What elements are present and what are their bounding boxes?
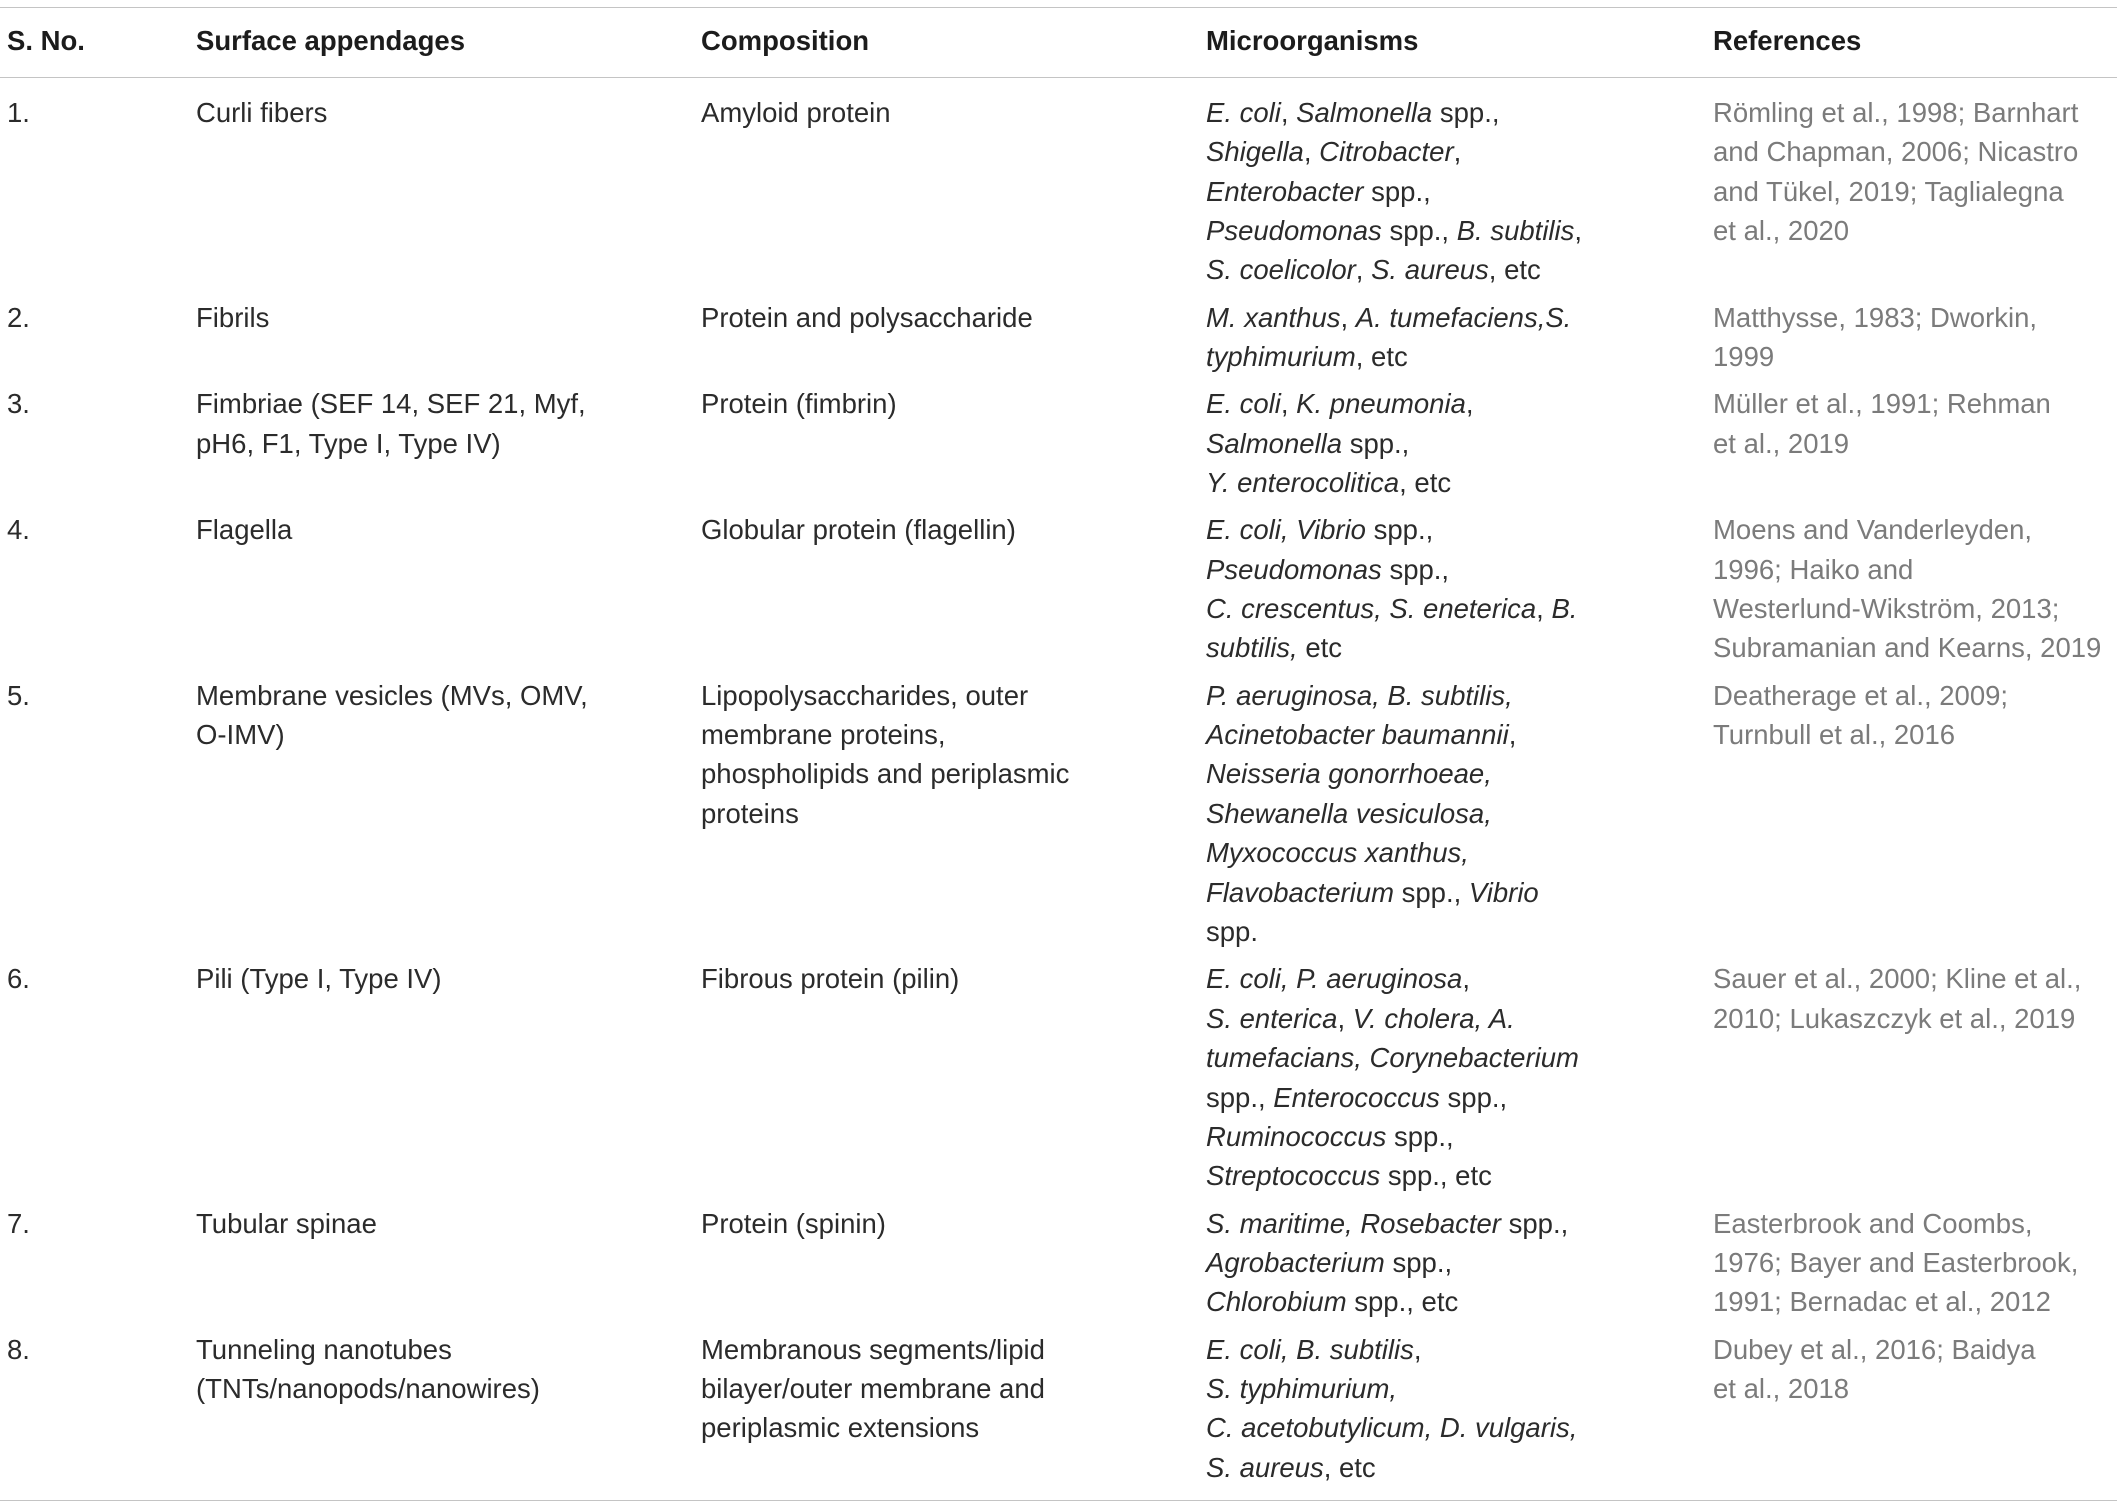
microorganisms-line	[1206, 754, 1713, 793]
organism-name: Enterococcus	[1273, 1081, 1440, 1113]
composition-line: Globular protein (flagellin)	[701, 514, 1016, 546]
organism-name: Y. enterocolitica	[1206, 467, 1400, 498]
composition-line: periplasmic extensions	[701, 1412, 980, 1444]
organism-name: Salmonella	[1206, 427, 1343, 459]
organism-text: ,	[1340, 301, 1356, 333]
organism-name: P. aeruginosa, B. subtilis,	[1206, 679, 1513, 711]
organism-name: E. coli, B. subtilis	[1206, 1333, 1414, 1365]
organism-name: Chlorobium	[1206, 1286, 1347, 1318]
row-number: 7.	[7, 1207, 30, 1239]
organism-text: spp.,	[1386, 1120, 1454, 1152]
microorganisms-line	[1206, 628, 1713, 667]
organism-name: Pseudomonas	[1206, 553, 1382, 585]
row-number: 8.	[7, 1333, 30, 1365]
organism-text: ,	[1337, 1002, 1353, 1034]
reference-line[interactable]: Sauer et al., 2000; Kline et al.,	[1713, 963, 2082, 995]
microorganisms-line	[1206, 1408, 1713, 1447]
cell-microorganisms	[1206, 955, 1713, 1199]
cell-references	[1713, 1200, 2117, 1326]
organism-text: spp.	[1206, 916, 1258, 948]
reference-line[interactable]: 2010; Lukaszczyk et al., 2019	[1713, 1002, 2076, 1034]
row-number: 6.	[7, 963, 30, 995]
organism-name: Agrobacterium	[1206, 1246, 1385, 1278]
microorganisms-line	[1206, 873, 1713, 912]
reference-line[interactable]: et al., 2019	[1713, 427, 1850, 459]
organism-text: , etc	[1399, 467, 1452, 498]
cell-composition	[701, 955, 1206, 1199]
table-body	[0, 78, 2117, 1500]
microorganisms-line	[1206, 424, 1713, 463]
cell-surface-appendage	[196, 1200, 701, 1326]
organism-name: S. typhimurium,	[1206, 1373, 1398, 1404]
composition-line: proteins	[701, 797, 799, 829]
cell-surface-appendage	[196, 955, 701, 1199]
organism-name: Vibrio	[1468, 876, 1539, 908]
organism-name: Myxococcus xanthus,	[1206, 837, 1469, 869]
microorganisms-line	[1206, 463, 1713, 502]
organism-text: spp.,	[1363, 175, 1431, 207]
reference-line[interactable]: 1999	[1713, 340, 1775, 372]
surface-appendages-table	[0, 7, 2117, 1501]
reference-line[interactable]: Matthysse, 1983; Dworkin,	[1713, 301, 2038, 333]
microorganisms-line	[1206, 1038, 1713, 1077]
composition-line: Protein (spinin)	[701, 1207, 886, 1239]
microorganisms-line	[1206, 298, 1713, 337]
organism-name: Citrobacter	[1319, 136, 1454, 168]
row-number: 2.	[7, 301, 30, 333]
cell-references	[1713, 955, 2117, 1199]
organism-name: C. acetobutylicum, D. vulgaris,	[1206, 1412, 1578, 1444]
organism-text: etc	[1297, 632, 1343, 664]
composition-line: Lipopolysaccharides, outer	[701, 679, 1029, 711]
cell-sno	[0, 955, 196, 1199]
organism-text: ,	[1355, 254, 1372, 286]
reference-line[interactable]: and Chapman, 2006; Nicastro	[1713, 136, 2079, 168]
organism-text: , etc	[1488, 254, 1541, 286]
organism-name: Acinetobacter baumannii	[1206, 719, 1509, 751]
cell-surface-appendage	[196, 672, 701, 956]
cell-sno	[0, 1326, 196, 1501]
organism-name: B. subtilis	[1456, 214, 1575, 246]
header-sno: S. No.	[0, 8, 196, 78]
organism-name: Pseudomonas	[1206, 214, 1382, 246]
composition-line: Amyloid protein	[701, 96, 891, 128]
table-row	[0, 1326, 2117, 1501]
cell-microorganisms	[1206, 506, 1713, 671]
organism-text: ,	[1536, 593, 1552, 625]
organism-name: S. coelicolor	[1206, 254, 1356, 286]
row-number: 5.	[7, 679, 30, 711]
cell-sno	[0, 506, 196, 671]
cell-microorganisms	[1206, 380, 1713, 506]
composition-line: Fibrous protein (pilin)	[701, 963, 960, 995]
table-row	[0, 78, 2117, 294]
microorganisms-line	[1206, 1156, 1713, 1195]
appendage-line: Pili (Type I, Type IV)	[196, 963, 442, 995]
organism-text: ,	[1574, 214, 1583, 246]
reference-line[interactable]: Müller et al., 1991; Rehman	[1713, 388, 2051, 420]
cell-composition	[701, 1200, 1206, 1326]
composition-line: membrane proteins,	[701, 719, 946, 751]
organism-text: spp.,	[1500, 1207, 1569, 1239]
microorganisms-line	[1206, 250, 1713, 289]
table-row	[0, 955, 2117, 1199]
organism-name: B.	[1551, 593, 1578, 625]
organism-name: Ruminococcus	[1206, 1120, 1387, 1152]
organism-name: V. cholera, A.	[1352, 1002, 1515, 1034]
appendage-line: Membrane vesicles (MVs, OMV,	[196, 679, 588, 711]
organism-text: ,	[1413, 1333, 1422, 1365]
table-row	[0, 380, 2117, 506]
appendage-line: Flagella	[196, 514, 293, 546]
organism-text: spp.,	[1342, 427, 1410, 459]
organism-name: Salmonella	[1296, 96, 1433, 128]
organism-text: ,	[1303, 136, 1320, 168]
header-surface-appendages: Surface appendages	[196, 8, 701, 78]
row-number: 4.	[7, 514, 30, 546]
organism-name: tumefacians, Corynebacterium	[1206, 1042, 1579, 1074]
table-row	[0, 506, 2117, 671]
reference-line[interactable]: Subramanian and Kearns, 2019	[1713, 632, 2102, 664]
organism-text: , etc	[1323, 1451, 1376, 1483]
cell-microorganisms	[1206, 1200, 1713, 1326]
table-row	[0, 672, 2117, 956]
organism-text: spp.,	[1394, 876, 1469, 908]
organism-text: ,	[1280, 388, 1297, 420]
cell-microorganisms	[1206, 78, 1713, 294]
composition-line: phospholipids and periplasmic	[701, 758, 1070, 790]
composition-line: Protein and polysaccharide	[701, 301, 1033, 333]
organism-name: A. tumefaciens,S.	[1355, 301, 1572, 333]
table-header	[0, 8, 2117, 78]
reference-line[interactable]: et al., 2018	[1713, 1373, 1850, 1404]
organism-text: spp., etc	[1346, 1286, 1459, 1318]
organism-name: Shewanella vesiculosa,	[1206, 797, 1492, 829]
reference-line[interactable]: Westerlund-Wikström, 2013;	[1713, 593, 2060, 625]
reference-line[interactable]: Deatherage et al., 2009;	[1713, 679, 2009, 711]
cell-references	[1713, 1326, 2117, 1501]
reference-line[interactable]: 1996; Haiko and	[1713, 553, 1914, 585]
header-references: References	[1713, 8, 2117, 78]
organism-text: spp.,	[1384, 1246, 1453, 1278]
microorganisms-line	[1206, 1117, 1713, 1156]
table-row	[0, 1200, 2117, 1326]
microorganisms-line	[1206, 1204, 1713, 1243]
microorganisms-line	[1206, 93, 1713, 132]
composition-line: Protein (fimbrin)	[701, 388, 897, 420]
reference-line[interactable]: Turnbull et al., 2016	[1713, 719, 1956, 751]
cell-sno	[0, 1200, 196, 1326]
organism-name: C. crescentus, S. eneterica	[1206, 593, 1537, 625]
cell-microorganisms	[1206, 672, 1713, 956]
reference-line[interactable]: and Tükel, 2019; Taglialegna	[1713, 175, 2064, 207]
microorganisms-line	[1206, 999, 1713, 1038]
organism-name: Shigella	[1206, 136, 1304, 168]
row-number: 1.	[7, 96, 30, 128]
microorganisms-line	[1206, 959, 1713, 998]
microorganisms-line	[1206, 1369, 1713, 1408]
microorganisms-line	[1206, 337, 1713, 376]
organism-name: subtilis,	[1206, 632, 1298, 664]
organism-text: ,	[1465, 388, 1474, 420]
cell-composition	[701, 78, 1206, 294]
organism-text: , etc	[1355, 340, 1408, 372]
cell-references	[1713, 294, 2117, 381]
organism-name: S. aureus	[1206, 1451, 1324, 1483]
organism-name: M. xanthus	[1206, 301, 1341, 333]
organism-text: ,	[1453, 136, 1462, 168]
organism-text: spp., etc	[1380, 1160, 1492, 1192]
appendage-line: Tubular spinae	[196, 1207, 377, 1239]
organism-text: spp.,	[1365, 514, 1434, 546]
cell-references	[1713, 672, 2117, 956]
organism-text: ,	[1280, 96, 1297, 128]
composition-line: bilayer/outer membrane and	[701, 1373, 1045, 1404]
appendage-line: Fibrils	[196, 301, 270, 333]
microorganisms-line	[1206, 211, 1713, 250]
table-row	[0, 294, 2117, 381]
organism-name: Enterobacter	[1206, 175, 1364, 207]
organism-name: Neisseria gonorrhoeae,	[1206, 758, 1492, 790]
row-number: 3.	[7, 388, 30, 420]
cell-surface-appendage	[196, 1326, 701, 1501]
microorganisms-line	[1206, 1078, 1713, 1117]
cell-microorganisms	[1206, 1326, 1713, 1501]
organism-name: S. maritime, Rosebacter	[1206, 1207, 1501, 1239]
organism-name: E. coli	[1206, 96, 1281, 128]
microorganisms-line	[1206, 676, 1713, 715]
reference-line[interactable]: et al., 2020	[1713, 214, 1850, 246]
organism-name: S. aureus	[1371, 254, 1489, 286]
organism-text: spp.,	[1439, 1081, 1508, 1113]
appendage-line: pH6, F1, Type I, Type IV)	[196, 427, 501, 459]
cell-surface-appendage	[196, 294, 701, 381]
appendage-line: O-IMV)	[196, 719, 285, 751]
microorganisms-line	[1206, 1282, 1713, 1321]
organism-name: K. pneumonia	[1296, 388, 1466, 420]
organism-text: spp.,	[1381, 553, 1450, 585]
microorganisms-line	[1206, 715, 1713, 754]
organism-text: ,	[1462, 963, 1470, 995]
microorganisms-line	[1206, 550, 1713, 589]
cell-composition	[701, 294, 1206, 381]
cell-references	[1713, 78, 2117, 294]
reference-line[interactable]: Dubey et al., 2016; Baidya	[1713, 1333, 2036, 1365]
reference-line[interactable]: Easterbrook and Coombs,	[1713, 1207, 2033, 1239]
cell-sno	[0, 78, 196, 294]
reference-line[interactable]: 1976; Bayer and Easterbrook,	[1713, 1246, 2079, 1278]
appendage-line: Tunneling nanotubes	[196, 1333, 452, 1365]
cell-composition	[701, 672, 1206, 956]
cell-composition	[701, 380, 1206, 506]
microorganisms-line	[1206, 1330, 1713, 1369]
organism-name: S. enterica	[1206, 1002, 1338, 1034]
microorganisms-line	[1206, 833, 1713, 872]
organism-name: Streptococcus	[1206, 1160, 1381, 1192]
appendage-line: Curli fibers	[196, 96, 328, 128]
organism-text: ,	[1508, 719, 1517, 751]
reference-line[interactable]: Römling et al., 1998; Barnhart	[1713, 96, 2079, 128]
cell-references	[1713, 380, 2117, 506]
microorganisms-line	[1206, 589, 1713, 628]
microorganisms-line	[1206, 132, 1713, 171]
cell-composition	[701, 506, 1206, 671]
organism-text: spp.,	[1206, 1081, 1274, 1113]
reference-line[interactable]: Moens and Vanderleyden,	[1713, 514, 2033, 546]
header-microorganisms: Microorganisms	[1206, 8, 1713, 78]
cell-composition	[701, 1326, 1206, 1501]
microorganisms-line	[1206, 912, 1713, 951]
header-row	[0, 8, 2117, 78]
organism-name: typhimurium	[1206, 340, 1356, 372]
microorganisms-line	[1206, 384, 1713, 423]
organism-text: spp.,	[1432, 96, 1500, 128]
microorganisms-line	[1206, 172, 1713, 211]
reference-line[interactable]: 1991; Bernadac et al., 2012	[1713, 1286, 2051, 1318]
appendage-line: (TNTs/nanopods/nanowires)	[196, 1373, 540, 1404]
organism-name: E. coli, Vibrio	[1206, 514, 1366, 546]
cell-sno	[0, 294, 196, 381]
organism-name: E. coli	[1206, 388, 1281, 420]
cell-references	[1713, 506, 2117, 671]
cell-surface-appendage	[196, 78, 701, 294]
microorganisms-line	[1206, 794, 1713, 833]
header-composition: Composition	[701, 8, 1206, 78]
cell-surface-appendage	[196, 380, 701, 506]
organism-name: Flavobacterium	[1206, 876, 1394, 908]
organism-text: spp.,	[1381, 214, 1457, 246]
cell-sno	[0, 380, 196, 506]
microorganisms-line	[1206, 1448, 1713, 1487]
cell-sno	[0, 672, 196, 956]
composition-line: Membranous segments/lipid	[701, 1333, 1045, 1365]
cell-surface-appendage	[196, 506, 701, 671]
cell-microorganisms	[1206, 294, 1713, 381]
microorganisms-line	[1206, 1243, 1713, 1282]
appendage-line: Fimbriae (SEF 14, SEF 21, Myf,	[196, 388, 586, 420]
organism-name: E. coli, P. aeruginosa	[1206, 963, 1463, 995]
microorganisms-line	[1206, 510, 1713, 549]
